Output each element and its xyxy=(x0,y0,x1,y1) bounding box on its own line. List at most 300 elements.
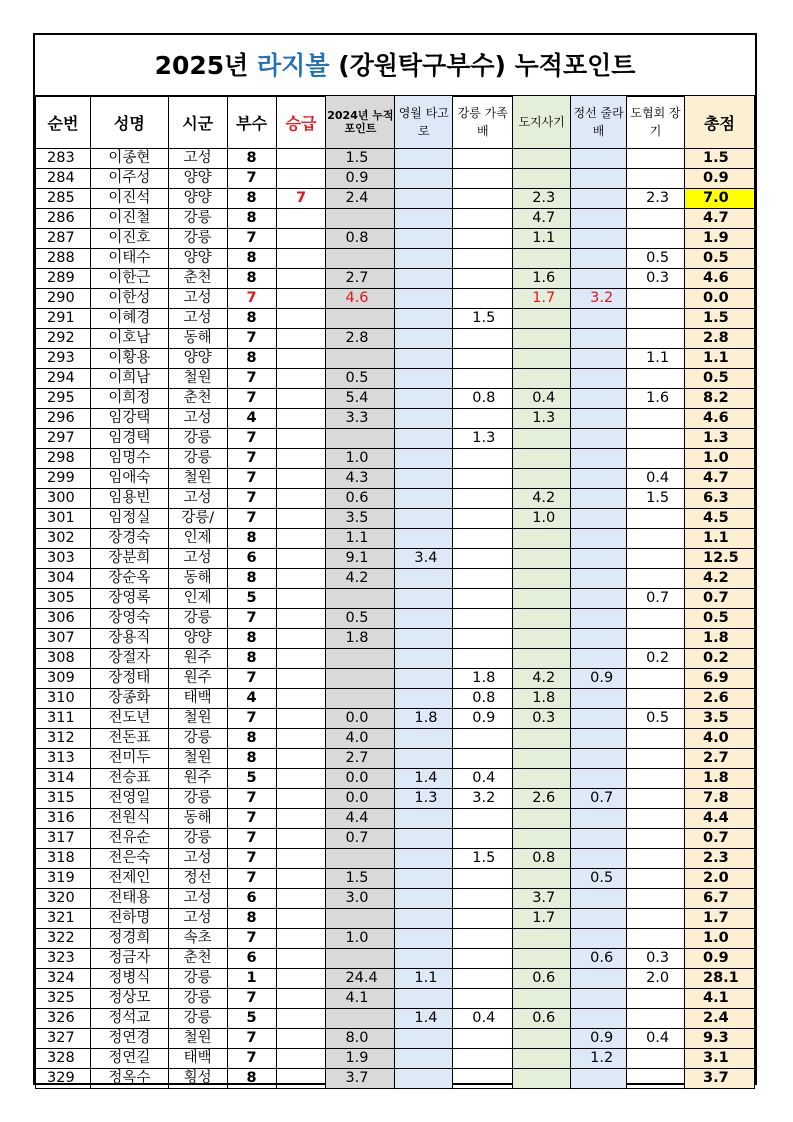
cell-name: 이희정 xyxy=(90,389,168,409)
cell-t5 xyxy=(627,209,685,229)
cell-name: 이희남 xyxy=(90,369,168,389)
cell-prev: 1.0 xyxy=(326,929,395,949)
table-row xyxy=(36,349,755,369)
cell-promo xyxy=(276,549,326,569)
cell-t3 xyxy=(513,809,571,829)
cell-t4 xyxy=(571,989,627,1009)
cell-t1 xyxy=(395,889,453,909)
cell-promo xyxy=(276,629,326,649)
cell-no: 318 xyxy=(36,849,91,869)
cell-div: 8 xyxy=(227,729,276,749)
cell-name: 임경택 xyxy=(90,429,168,449)
cell-promo xyxy=(276,429,326,449)
cell-t4 xyxy=(571,1009,627,1029)
cell-promo xyxy=(276,989,326,1009)
cell-prev: 4.6 xyxy=(326,289,395,309)
header-division: 부수 xyxy=(227,96,276,149)
cell-t1: 3.4 xyxy=(395,549,453,569)
cell-prev: 3.3 xyxy=(326,409,395,429)
cell-total: 3.1 xyxy=(684,1049,754,1069)
cell-t2 xyxy=(453,889,513,909)
cell-t3: 1.0 xyxy=(513,509,571,529)
cell-t5 xyxy=(627,909,685,929)
cell-t2 xyxy=(453,629,513,649)
cell-name: 정옥수 xyxy=(90,1069,168,1089)
page-title xyxy=(35,35,755,97)
cell-t4 xyxy=(571,609,627,629)
cell-div: 7 xyxy=(227,789,276,809)
cell-t4 xyxy=(571,689,627,709)
cell-prev: 0.6 xyxy=(326,489,395,509)
cell-t5 xyxy=(627,989,685,1009)
cell-div: 7 xyxy=(227,469,276,489)
cell-t1 xyxy=(395,389,453,409)
cell-prev xyxy=(326,429,395,449)
cell-t3 xyxy=(513,149,571,169)
cell-t3 xyxy=(513,1049,571,1069)
cell-no: 312 xyxy=(36,729,91,749)
cell-total: 4.0 xyxy=(684,729,754,749)
cell-no: 322 xyxy=(36,929,91,949)
cell-city: 양양 xyxy=(168,349,227,369)
cell-city: 동해 xyxy=(168,329,227,349)
table-row xyxy=(36,489,755,509)
cell-prev: 0.5 xyxy=(326,369,395,389)
cell-t1: 1.8 xyxy=(395,709,453,729)
cell-t4 xyxy=(571,809,627,829)
cell-t3 xyxy=(513,609,571,629)
cell-total: 0.7 xyxy=(684,589,754,609)
cell-promo xyxy=(276,689,326,709)
cell-t3: 0.4 xyxy=(513,389,571,409)
cell-t4 xyxy=(571,729,627,749)
cell-name: 장용직 xyxy=(90,629,168,649)
cell-t3 xyxy=(513,769,571,789)
cell-t5: 0.5 xyxy=(627,709,685,729)
cell-prev: 0.8 xyxy=(326,229,395,249)
cell-name: 이주성 xyxy=(90,169,168,189)
cell-promo xyxy=(276,749,326,769)
cell-t4: 0.7 xyxy=(571,789,627,809)
cell-t4: 0.5 xyxy=(571,869,627,889)
cell-city: 철원 xyxy=(168,469,227,489)
cell-city: 강릉 xyxy=(168,829,227,849)
cell-promo: 7 xyxy=(276,189,326,209)
cell-no: 300 xyxy=(36,489,91,509)
cell-name: 정석교 xyxy=(90,1009,168,1029)
cell-city: 원주 xyxy=(168,669,227,689)
cell-no: 287 xyxy=(36,229,91,249)
cell-div: 7 xyxy=(227,929,276,949)
cell-prev: 24.4 xyxy=(326,969,395,989)
cell-t1 xyxy=(395,609,453,629)
cell-name: 이종현 xyxy=(90,149,168,169)
cell-div: 8 xyxy=(227,149,276,169)
cell-no: 296 xyxy=(36,409,91,429)
cell-total: 1.8 xyxy=(684,769,754,789)
cell-t1 xyxy=(395,729,453,749)
cell-div: 7 xyxy=(227,1029,276,1049)
cell-no: 324 xyxy=(36,969,91,989)
cell-t4 xyxy=(571,969,627,989)
cell-t1 xyxy=(395,1029,453,1049)
table-row xyxy=(36,1049,755,1069)
cell-total: 0.9 xyxy=(684,949,754,969)
cell-city: 고성 xyxy=(168,549,227,569)
table-row xyxy=(36,989,755,1009)
cell-total: 0.2 xyxy=(684,649,754,669)
cell-city: 고성 xyxy=(168,489,227,509)
cell-t2 xyxy=(453,189,513,209)
cell-t4 xyxy=(571,889,627,909)
cell-total: 4.2 xyxy=(684,569,754,589)
cell-t3 xyxy=(513,989,571,1009)
cell-t5 xyxy=(627,509,685,529)
cell-t2: 0.4 xyxy=(453,769,513,789)
cell-t5 xyxy=(627,449,685,469)
cell-prev: 4.1 xyxy=(326,989,395,1009)
cell-name: 전미두 xyxy=(90,749,168,769)
cell-promo xyxy=(276,929,326,949)
cell-no: 286 xyxy=(36,209,91,229)
cell-city: 원주 xyxy=(168,769,227,789)
cell-total: 4.6 xyxy=(684,269,754,289)
cell-t3: 2.6 xyxy=(513,789,571,809)
cell-t2 xyxy=(453,409,513,429)
cell-t2 xyxy=(453,169,513,189)
cell-t4 xyxy=(571,409,627,429)
cell-total: 0.0 xyxy=(684,289,754,309)
cell-prev xyxy=(326,209,395,229)
cell-name: 임용빈 xyxy=(90,489,168,509)
table-row xyxy=(36,329,755,349)
cell-prev: 2.8 xyxy=(326,329,395,349)
cell-prev xyxy=(326,309,395,329)
cell-total: 8.2 xyxy=(684,389,754,409)
cell-promo xyxy=(276,489,326,509)
cell-promo xyxy=(276,849,326,869)
cell-city: 춘천 xyxy=(168,389,227,409)
cell-promo xyxy=(276,369,326,389)
cell-prev: 0.0 xyxy=(326,789,395,809)
cell-total: 2.4 xyxy=(684,1009,754,1029)
cell-total: 2.3 xyxy=(684,849,754,869)
cell-t4 xyxy=(571,189,627,209)
cell-t5: 1.5 xyxy=(627,489,685,509)
cell-city: 양양 xyxy=(168,189,227,209)
cell-city: 고성 xyxy=(168,849,227,869)
cell-t4 xyxy=(571,929,627,949)
cell-t3 xyxy=(513,949,571,969)
cell-name: 장순옥 xyxy=(90,569,168,589)
cell-t5 xyxy=(627,729,685,749)
cell-t3: 2.3 xyxy=(513,189,571,209)
cell-no: 306 xyxy=(36,609,91,629)
cell-t2: 1.8 xyxy=(453,669,513,689)
cell-prev xyxy=(326,849,395,869)
cell-city: 철원 xyxy=(168,1029,227,1049)
cell-t3: 1.3 xyxy=(513,409,571,429)
cell-promo xyxy=(276,949,326,969)
cell-div: 8 xyxy=(227,629,276,649)
cell-t5 xyxy=(627,169,685,189)
cell-prev xyxy=(326,1009,395,1029)
cell-no: 294 xyxy=(36,369,91,389)
cell-t1 xyxy=(395,409,453,429)
header-no: 순번 xyxy=(36,96,91,149)
cell-t1 xyxy=(395,1049,453,1069)
cell-t1 xyxy=(395,149,453,169)
cell-total: 6.3 xyxy=(684,489,754,509)
cell-total: 9.3 xyxy=(684,1029,754,1049)
cell-t1 xyxy=(395,989,453,1009)
table-row xyxy=(36,469,755,489)
cell-name: 정연길 xyxy=(90,1049,168,1069)
cell-total: 28.1 xyxy=(684,969,754,989)
cell-total: 4.7 xyxy=(684,209,754,229)
cell-city: 동해 xyxy=(168,569,227,589)
cell-t1 xyxy=(395,449,453,469)
cell-t1 xyxy=(395,369,453,389)
cell-t1 xyxy=(395,569,453,589)
cell-name: 이황용 xyxy=(90,349,168,369)
table-row xyxy=(36,809,755,829)
table-row xyxy=(36,1069,755,1089)
cell-promo xyxy=(276,1029,326,1049)
cell-name: 전원식 xyxy=(90,809,168,829)
cell-t2 xyxy=(453,209,513,229)
cell-div: 7 xyxy=(227,809,276,829)
cell-div: 4 xyxy=(227,409,276,429)
cell-t3 xyxy=(513,549,571,569)
cell-t1 xyxy=(395,269,453,289)
cell-t5 xyxy=(627,529,685,549)
cell-prev: 4.4 xyxy=(326,809,395,829)
cell-no: 291 xyxy=(36,309,91,329)
cell-div: 7 xyxy=(227,449,276,469)
cell-city: 강릉 xyxy=(168,789,227,809)
cell-t2: 1.3 xyxy=(453,429,513,449)
cell-t5 xyxy=(627,329,685,349)
cell-no: 285 xyxy=(36,189,91,209)
cell-name: 정상모 xyxy=(90,989,168,1009)
cell-t5 xyxy=(627,609,685,629)
cell-t2: 1.5 xyxy=(453,309,513,329)
cell-t2 xyxy=(453,249,513,269)
cell-t4 xyxy=(571,549,627,569)
cell-t1 xyxy=(395,809,453,829)
cell-no: 323 xyxy=(36,949,91,969)
cell-promo xyxy=(276,889,326,909)
cell-t1 xyxy=(395,909,453,929)
cell-t3 xyxy=(513,249,571,269)
table-row xyxy=(36,169,755,189)
cell-name: 전영일 xyxy=(90,789,168,809)
cell-t5 xyxy=(627,689,685,709)
cell-t5 xyxy=(627,809,685,829)
cell-div: 5 xyxy=(227,1009,276,1029)
cell-city: 고성 xyxy=(168,909,227,929)
cell-name: 장경숙 xyxy=(90,529,168,549)
table-row xyxy=(36,789,755,809)
cell-t2 xyxy=(453,269,513,289)
cell-t4 xyxy=(571,429,627,449)
cell-t5 xyxy=(627,849,685,869)
cell-t3: 0.6 xyxy=(513,969,571,989)
cell-t4: 0.9 xyxy=(571,1029,627,1049)
cell-t5 xyxy=(627,369,685,389)
title-rest: (강원탁구부수) 누적포인트 xyxy=(338,51,636,80)
points-sheet xyxy=(33,33,757,1085)
cell-prev xyxy=(326,689,395,709)
cell-t1 xyxy=(395,829,453,849)
cell-prev: 1.5 xyxy=(326,149,395,169)
cell-city: 태백 xyxy=(168,1049,227,1069)
table-row xyxy=(36,209,755,229)
cell-div: 4 xyxy=(227,689,276,709)
cell-t2 xyxy=(453,1029,513,1049)
cell-total: 2.8 xyxy=(684,329,754,349)
cell-promo xyxy=(276,289,326,309)
header-t2: 강릉 가족배 xyxy=(453,96,513,149)
cell-t2 xyxy=(453,369,513,389)
cell-promo xyxy=(276,389,326,409)
header-t5: 도협회 장기 xyxy=(627,96,685,149)
cell-prev: 4.0 xyxy=(326,729,395,749)
cell-t1 xyxy=(395,689,453,709)
cell-total: 4.7 xyxy=(684,469,754,489)
cell-no: 284 xyxy=(36,169,91,189)
cell-t5: 2.3 xyxy=(627,189,685,209)
cell-promo xyxy=(276,269,326,289)
cell-t4 xyxy=(571,849,627,869)
cell-div: 7 xyxy=(227,289,276,309)
table-row xyxy=(36,669,755,689)
cell-promo xyxy=(276,249,326,269)
cell-div: 6 xyxy=(227,949,276,969)
cell-city: 횡성 xyxy=(168,1069,227,1089)
cell-no: 321 xyxy=(36,909,91,929)
cell-city: 강릉 xyxy=(168,1009,227,1029)
cell-t1: 1.4 xyxy=(395,1009,453,1029)
cell-no: 314 xyxy=(36,769,91,789)
cell-t4 xyxy=(571,769,627,789)
cell-div: 7 xyxy=(227,369,276,389)
cell-div: 8 xyxy=(227,209,276,229)
cell-promo xyxy=(276,589,326,609)
cell-city: 양양 xyxy=(168,169,227,189)
cell-div: 8 xyxy=(227,749,276,769)
cell-t2 xyxy=(453,589,513,609)
cell-no: 310 xyxy=(36,689,91,709)
cell-name: 장절자 xyxy=(90,649,168,669)
cell-div: 7 xyxy=(227,829,276,849)
cell-t3: 1.1 xyxy=(513,229,571,249)
cell-div: 8 xyxy=(227,189,276,209)
cell-t1 xyxy=(395,949,453,969)
cell-t2 xyxy=(453,869,513,889)
cell-t2: 3.2 xyxy=(453,789,513,809)
table-row xyxy=(36,769,755,789)
cell-total: 1.7 xyxy=(684,909,754,929)
cell-name: 정병식 xyxy=(90,969,168,989)
cell-t5 xyxy=(627,629,685,649)
table-row xyxy=(36,429,755,449)
cell-t1: 1.3 xyxy=(395,789,453,809)
cell-t5: 0.5 xyxy=(627,249,685,269)
cell-no: 304 xyxy=(36,569,91,589)
cell-t3 xyxy=(513,529,571,549)
header-row xyxy=(36,96,755,149)
cell-t2 xyxy=(453,649,513,669)
cell-t2 xyxy=(453,349,513,369)
table-row xyxy=(36,629,755,649)
cell-promo xyxy=(276,449,326,469)
cell-t5 xyxy=(627,929,685,949)
cell-t3: 1.7 xyxy=(513,289,571,309)
cell-t5: 0.2 xyxy=(627,649,685,669)
cell-t3 xyxy=(513,569,571,589)
header-prev-points: 2024년 누적포인트 xyxy=(326,96,395,149)
cell-t5: 2.0 xyxy=(627,969,685,989)
cell-t2 xyxy=(453,609,513,629)
cell-no: 303 xyxy=(36,549,91,569)
cell-t4: 0.6 xyxy=(571,949,627,969)
cell-prev: 2.4 xyxy=(326,189,395,209)
cell-t1 xyxy=(395,929,453,949)
cell-t2 xyxy=(453,969,513,989)
cell-city: 인제 xyxy=(168,529,227,549)
cell-no: 319 xyxy=(36,869,91,889)
cell-t4 xyxy=(571,469,627,489)
cell-name: 전유순 xyxy=(90,829,168,849)
cell-t5 xyxy=(627,789,685,809)
cell-promo xyxy=(276,1009,326,1029)
cell-t4 xyxy=(571,569,627,589)
cell-t2 xyxy=(453,529,513,549)
header-t1: 영월 타고로 xyxy=(395,96,453,149)
cell-prev: 0.0 xyxy=(326,769,395,789)
table-row xyxy=(36,289,755,309)
cell-no: 315 xyxy=(36,789,91,809)
cell-total: 12.5 xyxy=(684,549,754,569)
cell-no: 302 xyxy=(36,529,91,549)
cell-no: 305 xyxy=(36,589,91,609)
cell-total: 2.6 xyxy=(684,689,754,709)
cell-t3: 4.7 xyxy=(513,209,571,229)
table-row xyxy=(36,829,755,849)
cell-total: 4.4 xyxy=(684,809,754,829)
table-row xyxy=(36,389,755,409)
cell-promo xyxy=(276,869,326,889)
cell-no: 325 xyxy=(36,989,91,1009)
cell-name: 전태용 xyxy=(90,889,168,909)
cell-t2: 0.8 xyxy=(453,389,513,409)
table-row xyxy=(36,569,755,589)
cell-city: 강릉 xyxy=(168,449,227,469)
cell-div: 6 xyxy=(227,889,276,909)
table-row xyxy=(36,969,755,989)
cell-no: 316 xyxy=(36,809,91,829)
cell-city: 동해 xyxy=(168,809,227,829)
cell-city: 강릉 xyxy=(168,429,227,449)
cell-t3 xyxy=(513,309,571,329)
cell-t4: 1.2 xyxy=(571,1049,627,1069)
cell-div: 7 xyxy=(227,329,276,349)
cell-promo xyxy=(276,669,326,689)
cell-total: 0.5 xyxy=(684,609,754,629)
table-row xyxy=(36,609,755,629)
